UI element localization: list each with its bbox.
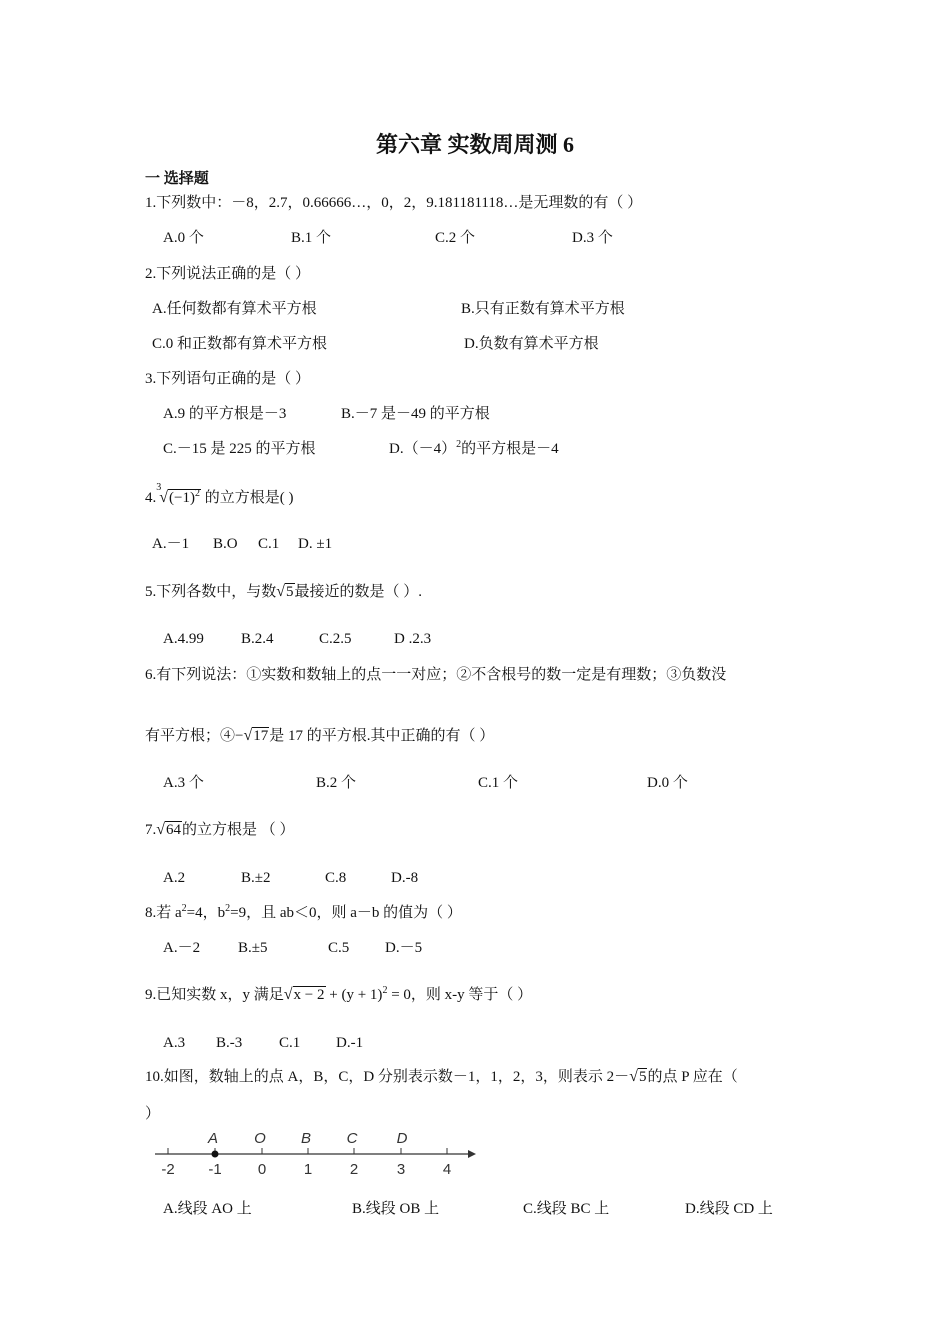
q5-option-d: D .2.3 bbox=[394, 631, 432, 647]
q8-option-d: D.－5 bbox=[385, 940, 423, 956]
tick-label-3: 3 bbox=[396, 1161, 406, 1178]
q9-option-d: D.-1 bbox=[336, 1035, 364, 1051]
q1-option-a: A.0 个 bbox=[163, 230, 204, 246]
question-6-line-1: 6.有下列说法：①实数和数轴上的点一一对应；②不含根号的数一定是有理数；③负数没 bbox=[145, 667, 727, 683]
q1-option-d: D.3 个 bbox=[572, 230, 613, 246]
question-9: 9.已知实数 x，y 满足$√x - 2 + (y + 1)^2 = 0$，则 x-y 等于（ ） bbox=[145, 985, 533, 1003]
question-3: 3.下列语句正确的是（ ） bbox=[145, 371, 311, 387]
tick-label-0: 0 bbox=[257, 1161, 267, 1178]
q4-option-b: B.O bbox=[213, 536, 238, 552]
q5-option-b: B.2.4 bbox=[241, 631, 274, 647]
radical-sign: √ bbox=[156, 821, 166, 838]
tick-label-4: 4 bbox=[442, 1161, 452, 1178]
q3-option-c: C.－15 是 225 的平方根 bbox=[163, 441, 316, 457]
question-10: 10.如图，数轴上的点 A，B，C，D 分别表示数－1，1，2，3，则表示 2－√5的点 P 应在（ bbox=[145, 1068, 738, 1085]
page-title: 第六章 实数周周测 6 bbox=[375, 132, 574, 157]
tick-label--2: -2 bbox=[161, 1161, 175, 1178]
question-7: 7.√64的立方根是 （ ） bbox=[145, 821, 295, 838]
tick-label--1: -1 bbox=[208, 1161, 222, 1178]
point-label-d: D bbox=[396, 1130, 408, 1147]
q3-option-b: B.－7 是－49 的平方根 bbox=[341, 406, 490, 422]
q5-radicand: 5 bbox=[286, 584, 294, 600]
q8-option-c: C.5 bbox=[328, 940, 350, 956]
point-label-c: C bbox=[346, 1130, 358, 1147]
radical-sign: √ bbox=[159, 489, 169, 506]
q7-radicand: 64 bbox=[166, 822, 182, 838]
q2-option-b: B.只有正数有算术平方根 bbox=[461, 301, 625, 317]
point-a-dot bbox=[212, 1151, 219, 1158]
question-4: $4.^3√(-1)^2$ 的立方根是( ) bbox=[145, 482, 294, 506]
q1-option-c: C.2 个 bbox=[435, 230, 476, 246]
point-label-o: O bbox=[254, 1130, 266, 1147]
q2-option-a: A.任何数都有算术平方根 bbox=[152, 301, 317, 317]
q7-option-d: D.-8 bbox=[391, 870, 419, 886]
q5-option-a: A.4.99 bbox=[163, 631, 204, 647]
q3-option-d: $D.(-4)^2$的平方根是－4 bbox=[389, 439, 559, 457]
q5-option-c: C.2.5 bbox=[319, 631, 352, 647]
q6-option-b: B.2 个 bbox=[316, 775, 357, 791]
q4-option-c: C.1 bbox=[258, 536, 280, 552]
q10-radicand: 5 bbox=[638, 1069, 647, 1085]
point-label-a: A bbox=[207, 1130, 219, 1147]
question-8: 8.若 $a^2=4$，$b^2=9$，且 ab＜0，则 a－b 的值为（ ） bbox=[145, 903, 462, 921]
q9-option-a: A.3 bbox=[163, 1035, 186, 1051]
q10-option-b: B.线段 OB 上 bbox=[352, 1201, 440, 1217]
q4-option-d: D. ±1 bbox=[298, 536, 333, 552]
q1-option-b: B.1 个 bbox=[291, 230, 332, 246]
radical-sign: √ bbox=[243, 727, 253, 744]
section-heading: 一 选择题 bbox=[145, 171, 209, 187]
q9-radicand: x − 2 bbox=[293, 987, 325, 1003]
cube-root-index: 3 bbox=[156, 482, 162, 493]
axis-arrow bbox=[468, 1150, 476, 1158]
q6-option-a: A.3 个 bbox=[163, 775, 204, 791]
q9-option-c: C.1 bbox=[279, 1035, 301, 1051]
q2-option-d: D.负数有算术平方根 bbox=[464, 336, 599, 352]
q6-option-d: D.0 个 bbox=[647, 775, 688, 791]
q7-option-a: A.2 bbox=[163, 870, 186, 886]
q8-option-a: A.－2 bbox=[163, 940, 201, 956]
q4-option-a: A.－1 bbox=[152, 536, 190, 552]
q4-radicand: $(-1)^2$ bbox=[169, 488, 200, 506]
question-2: 2.下列说法正确的是（ ） bbox=[145, 266, 311, 282]
question-1: 1.下列数中：－8，2.7，0.66666…，0，2，9.181181118…是无理数的有（ ） bbox=[145, 195, 643, 211]
radical-sign: √ bbox=[629, 1068, 638, 1085]
tick-label-1: 1 bbox=[303, 1161, 313, 1178]
q2-option-c: C.0 和正数都有算术平方根 bbox=[152, 336, 328, 352]
q10-option-c: C.线段 BC 上 bbox=[523, 1201, 610, 1217]
q8-option-b: B.±5 bbox=[238, 940, 268, 956]
q7-option-c: C.8 bbox=[325, 870, 347, 886]
radical-sign: √ bbox=[283, 986, 293, 1003]
q10-option-a: A.线段 AO 上 bbox=[163, 1201, 252, 1217]
number-line bbox=[150, 1128, 480, 1180]
q9-option-b: B.-3 bbox=[216, 1035, 243, 1051]
q10-option-d: D.线段 CD 上 bbox=[685, 1201, 773, 1217]
q6-radicand: 17 bbox=[253, 728, 269, 744]
q3-option-a: A.9 的平方根是－3 bbox=[163, 406, 287, 422]
radical-sign: √ bbox=[276, 583, 286, 600]
question-10-line-2: ） bbox=[145, 1106, 161, 1122]
tick-label-2: 2 bbox=[349, 1161, 359, 1178]
q6-option-c: C.1 个 bbox=[478, 775, 519, 791]
question-6-line-2: 有平方根；④−√17是 17 的平方根.其中正确的有（ ） bbox=[145, 727, 495, 744]
question-5: 5.下列各数中，与数√5最接近的数是（ ）. bbox=[145, 583, 423, 600]
q7-option-b: B.±2 bbox=[241, 870, 271, 886]
point-label-b: B bbox=[300, 1130, 312, 1147]
